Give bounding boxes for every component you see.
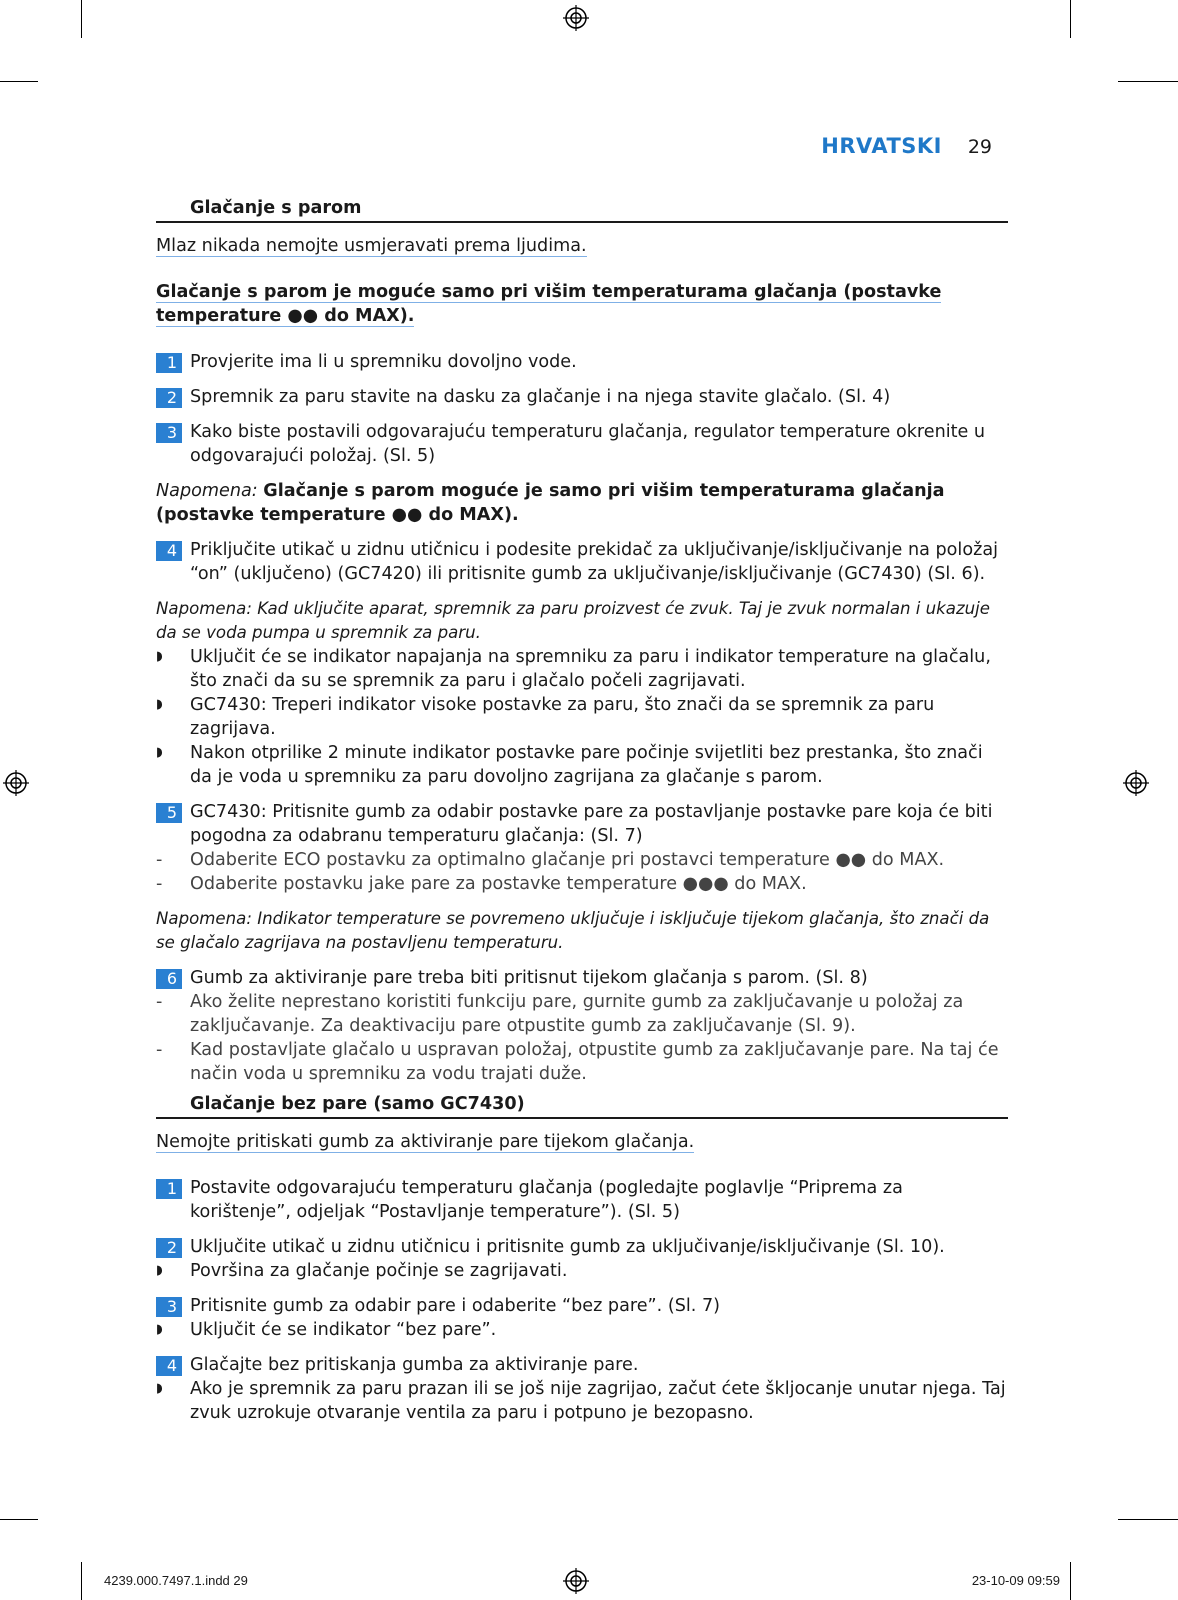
list-item: - Ako želite neprestano koristiti funkciju pare, gurnite gumb za zaključavanje u položaj za zaključavanje. Za deaktivaciju pare otpustite gumb za zaključavanje (Sl. 9). — [156, 992, 964, 1036]
note-text: Glačanje s parom moguće je samo pri višim temperaturama glačanja (postavke temperature ●● do MAX). — [156, 481, 945, 525]
step-number: 2 — [156, 388, 182, 408]
crop-mark — [1070, 0, 1071, 38]
crop-mark — [1118, 81, 1178, 82]
step-item — [156, 800, 1008, 848]
warning-text: Mlaz nikada nemojte usmjeravati prema ljudima. — [156, 236, 587, 256]
step-number: 5 — [156, 803, 182, 823]
crop-mark — [81, 1562, 82, 1600]
step-group — [156, 1353, 1008, 1425]
crop-mark — [1070, 1562, 1071, 1600]
registration-mark-icon — [3, 770, 29, 796]
bullet-icon: ◗ — [156, 1381, 163, 1396]
bullet-icon: ◗ — [156, 1322, 163, 1337]
step-group — [156, 966, 1008, 1086]
step-number: 6 — [156, 969, 182, 989]
note-label: Napomena: — [156, 481, 258, 501]
dash-marker: - — [156, 1040, 163, 1060]
registration-mark-icon — [563, 1568, 589, 1594]
step-item — [156, 1294, 1008, 1318]
bullet-icon: ◗ — [156, 745, 163, 760]
list-item: ◗ Nakon otprilike 2 minute indikator postavke pare počinje svijetliti bez prestanka, što znači da je voda u spremniku za paru dovoljno zagrijana za glačanje s parom. — [156, 743, 983, 787]
crop-mark — [81, 0, 82, 38]
step-text: Postavite odgovarajuću temperaturu glačanja (pogledajte poglavlje “Priprema za korištenje”, odjeljak “Postavljanje temperature”). (Sl. 5) — [190, 1178, 903, 1222]
note-text: Napomena: Indikator temperature se povremeno uključuje i isključuje tijekom glačanja, što znači da se glačalo zagrijava na postavljenu temperaturu. — [156, 909, 990, 952]
dash-marker: - — [156, 874, 163, 894]
registration-mark-icon — [1123, 770, 1149, 796]
crop-mark — [1118, 1519, 1178, 1520]
registration-mark-icon — [563, 5, 589, 31]
step-item — [156, 385, 1008, 409]
dash-marker: - — [156, 850, 163, 870]
list-item: ◗ GC7430: Treperi indikator visoke postavke za paru, što znači da se spremnik za paru zagrijava. — [156, 695, 935, 739]
step-text: Priključite utikač u zidnu utičnicu i podesite prekidač za uključivanje/isključivanje na položaj “on” (uključeno) (GC7420) ili pritisnite gumb za uključivanje/isključivanje (GC7430) (Sl. 6). — [190, 540, 998, 584]
step-number: 4 — [156, 1356, 182, 1376]
step-text: Gumb za aktiviranje pare treba biti pritisnut tijekom glačanja s parom. (Sl. 8) — [190, 968, 868, 988]
dash-marker: - — [156, 992, 163, 1012]
list-item: ◗ Uključit će se indikator napajanja na spremniku za paru i indikator temperature na glačalu, što znači da su se spremnik za paru i glačalo počeli zagrijavati. — [156, 647, 991, 691]
step-item — [156, 538, 1008, 586]
footer-date: 23-10-09 09:59 — [971, 1573, 1060, 1588]
step-text: Glačajte bez pritiskanja gumba za aktiviranje pare. — [190, 1355, 639, 1375]
step-number: 1 — [156, 353, 182, 373]
bullet-icon: ◗ — [156, 1263, 163, 1278]
step-group — [156, 800, 1008, 896]
step-item — [156, 1176, 1008, 1224]
section-title-steam-ironing: Glačanje s parom — [156, 196, 1008, 223]
step-text: Uključite utikač u zidnu utičnicu i pritisnite gumb za uključivanje/isključivanje (Sl. 10). — [190, 1237, 945, 1257]
bullet-icon: ◗ — [156, 697, 163, 712]
footer-file-info: 4239.000.7497.1.indd 29 — [104, 1573, 248, 1588]
step-text: Provjerite ima li u spremniku dovoljno vode. — [190, 352, 577, 372]
note-text: Napomena: Kad uključite aparat, spremnik za paru proizvest će zvuk. Taj je zvuk normalan i ukazuje da se voda pumpa u spremnik za paru. — [156, 599, 991, 642]
step-text: GC7430: Pritisnite gumb za odabir postavke pare za postavljanje postavke pare koja će biti pogodna za odabranu temperaturu glačanja: (Sl. 7) — [190, 802, 993, 846]
step-item — [156, 1235, 1008, 1259]
step-number: 2 — [156, 1238, 182, 1258]
crop-mark — [0, 81, 38, 82]
note-group — [156, 597, 1008, 789]
note — [156, 479, 1008, 527]
section-title-dry-ironing: Glačanje bez pare (samo GC7430) — [156, 1092, 1008, 1119]
page-content — [156, 196, 1008, 1436]
bullet-icon: ◗ — [156, 649, 163, 664]
warning-text: Nemojte pritiskati gumb za aktiviranje pare tijekom glačanja. — [156, 1132, 695, 1152]
step-text: Pritisnite gumb za odabir pare i odaberite “bez pare”. (Sl. 7) — [190, 1296, 721, 1316]
step-item — [156, 420, 1008, 468]
list-item: - Odaberite ECO postavku za optimalno glačanje pri postavci temperature ●● do MAX. — [156, 850, 945, 870]
page-number: 29 — [967, 136, 992, 158]
list-item: - Odaberite postavku jake pare za postavke temperature ●●● do MAX. — [156, 874, 807, 894]
list-item: ◗ Ako je spremnik za paru prazan ili se još nije zagrijao, začut ćete škljocanje unutar njega. Taj zvuk uzrokuje otvaranje ventila za paru i potpuno je bezopasno. — [156, 1379, 1006, 1423]
list-item: - Kad postavljate glačalo u uspravan položaj, otpustite gumb za zaključavanje pare. Na taj će način voda u spremniku za vodu trajati duže. — [156, 1040, 999, 1084]
step-number: 4 — [156, 541, 182, 561]
step-text: Kako biste postavili odgovarajuću temperaturu glačanja, regulator temperature okrenite u odgovarajući položaj. (Sl. 5) — [190, 422, 986, 466]
step-number: 1 — [156, 1179, 182, 1199]
step-item — [156, 1353, 1008, 1377]
step-group — [156, 1235, 1008, 1283]
warning-text-bold: Glačanje s parom je moguće samo pri višim temperaturama glačanja (postavke temperature ●● do MAX). — [156, 282, 942, 326]
crop-mark — [0, 1519, 38, 1520]
step-number: 3 — [156, 423, 182, 443]
step-item — [156, 350, 1008, 374]
step-group — [156, 1294, 1008, 1342]
language-label: HRVATSKI — [821, 134, 942, 158]
list-item: ◗ Površina za glačanje počinje se zagrijavati. — [156, 1261, 568, 1281]
step-number: 3 — [156, 1297, 182, 1317]
step-item — [156, 966, 1008, 990]
list-item: ◗ Uključit će se indikator “bez pare”. — [156, 1320, 497, 1340]
step-text: Spremnik za paru stavite na dasku za glačanje i na njega stavite glačalo. (Sl. 4) — [190, 387, 891, 407]
